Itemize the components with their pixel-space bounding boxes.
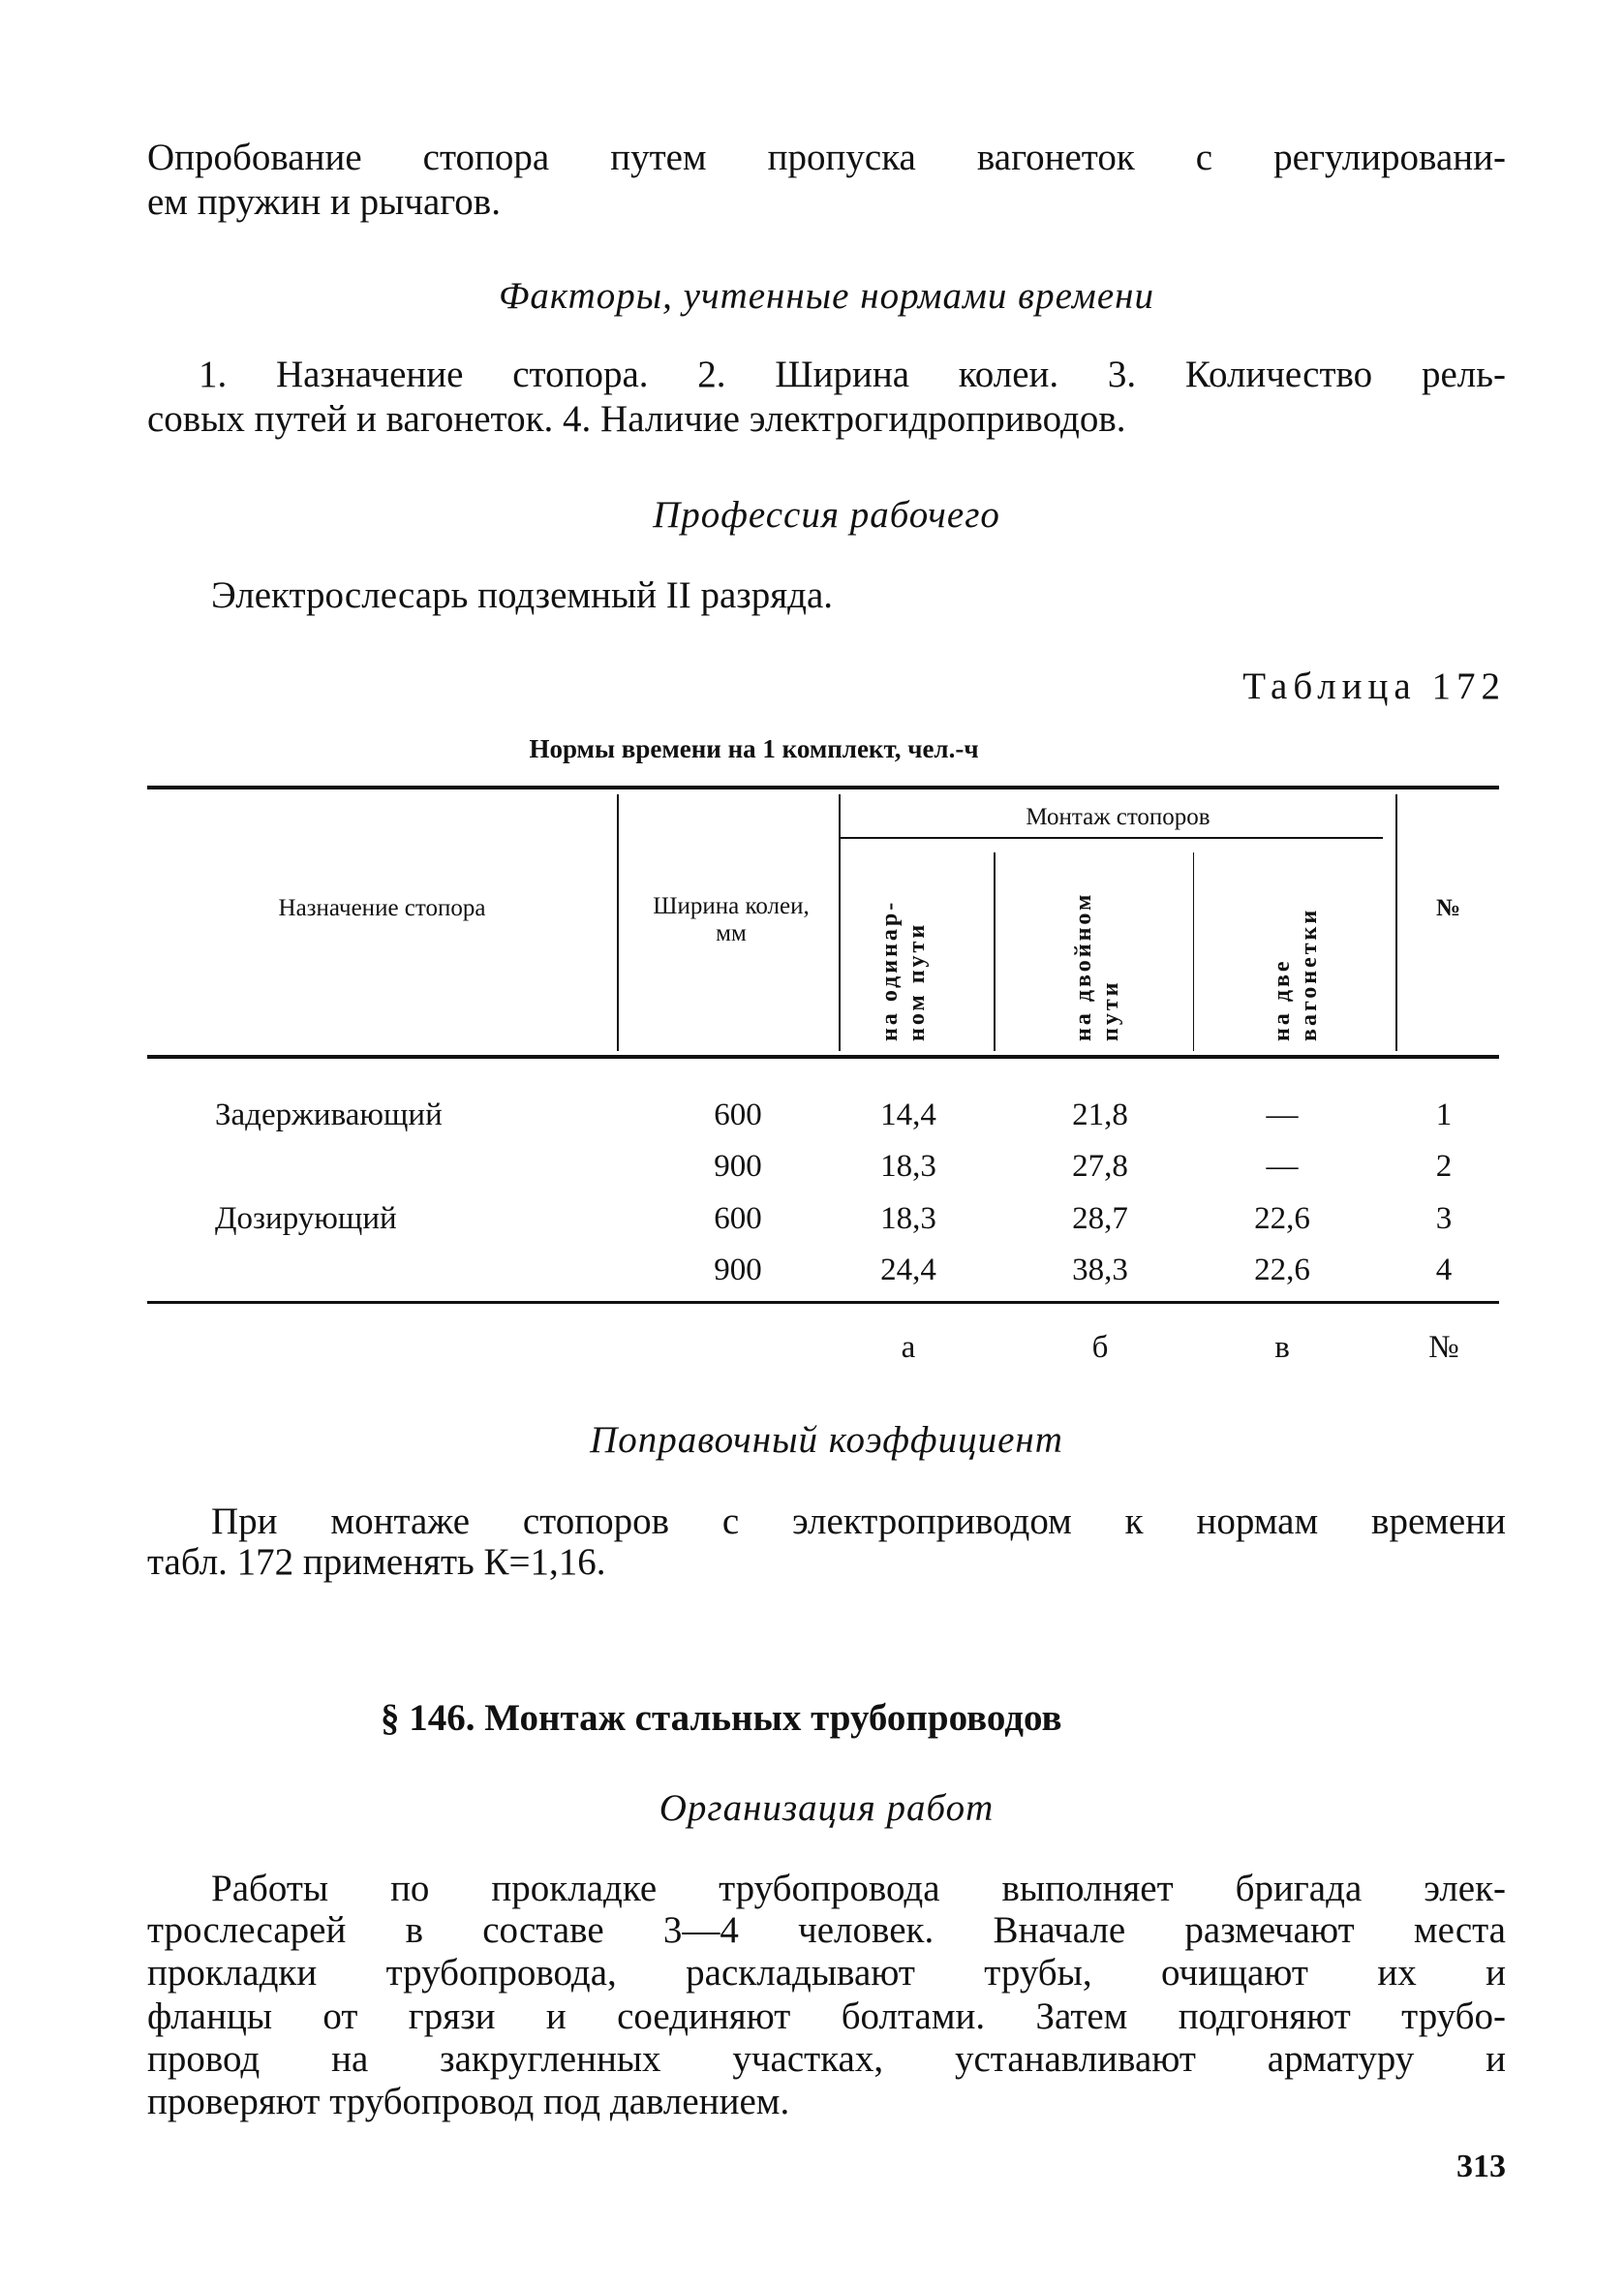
cell-two-wagons: 22,6 [1254, 1201, 1310, 1236]
cell-width: 600 [714, 1098, 762, 1132]
correction-heading: Поправочный коэффициент [590, 1419, 1063, 1461]
factors-line: 1. Назначение стопора. 2. Ширина колеи. 3. Количество рель- [199, 354, 1506, 395]
cell-single: 24,4 [880, 1253, 936, 1287]
correction-line: табл. 172 применять К=1,16. [147, 1541, 606, 1583]
section-title: § 146. Монтаж стальных трубопроводов [381, 1697, 1062, 1739]
table-header-rule [147, 1055, 1499, 1059]
table-label: Таблица 172 [1242, 665, 1506, 707]
org-heading: Организация работ [659, 1787, 995, 1829]
cell-single: 14,4 [880, 1098, 936, 1132]
org-line: проверяют трубопровод под давлением. [147, 2081, 790, 2122]
cell-purpose: Дозирующий [215, 1201, 397, 1236]
cell-double: 21,8 [1072, 1098, 1128, 1132]
header-purpose: Назначение стопора [278, 895, 486, 921]
col-divider [617, 794, 619, 1051]
table-caption: Нормы времени на 1 комплект, чел.-ч [529, 734, 979, 763]
cell-two-wagons: 22,6 [1254, 1253, 1310, 1287]
footer-double: б [1091, 1330, 1109, 1365]
header-num: № [1435, 895, 1461, 921]
factors-heading: Факторы, учтенные нормами времени [499, 275, 1154, 317]
cell-two-wagons: — [1266, 1149, 1299, 1184]
cell-width: 900 [714, 1149, 762, 1184]
cell-width: 600 [714, 1201, 762, 1236]
cell-double: 38,3 [1072, 1253, 1128, 1287]
cell-single: 18,3 [880, 1201, 936, 1236]
group-rule [841, 837, 1383, 839]
cell-two-wagons: — [1266, 1098, 1299, 1132]
footer-num: № [1428, 1330, 1459, 1365]
cell-num: 4 [1435, 1253, 1453, 1287]
col-divider [839, 794, 841, 1051]
cell-num: 3 [1435, 1201, 1453, 1236]
table-bottom-rule [147, 1301, 1499, 1304]
intro-line: ем пружин и рычагов. [147, 181, 501, 223]
cell-num: 1 [1435, 1098, 1453, 1132]
org-line: фланцы от грязи и соединяют болтами. Затем подгоняют трубо- [147, 1995, 1506, 2037]
header-single: на одинар- ном пути [877, 899, 930, 1041]
header-two-wagons: на две вагонетки [1270, 907, 1322, 1041]
org-line: провод на закругленных участках, устанавливают арматуру и [147, 2038, 1506, 2080]
profession-text: Электрослесарь подземный II разряда. [211, 574, 834, 616]
header-group: Монтаж стопоров [1026, 804, 1210, 830]
header-double: на двойном пути [1071, 891, 1123, 1041]
cell-single: 18,3 [880, 1149, 936, 1184]
org-line: прокладки трубопровода, раскладывают трубы, очищают их и [147, 1952, 1506, 1994]
correction-line: При монтаже стопоров с электроприводом к нормам времени [211, 1500, 1506, 1542]
cell-width: 900 [714, 1253, 762, 1287]
footer-two-wagons: в [1274, 1330, 1290, 1365]
col-divider [1395, 794, 1397, 1051]
page-number: 313 [1456, 2149, 1506, 2184]
intro-line: Опробование стопора путем пропуска вагонеток с регулировани- [147, 137, 1506, 178]
table-top-rule [147, 786, 1499, 789]
cell-double: 27,8 [1072, 1149, 1128, 1184]
org-line: трослесарей в составе 3—4 человек. Вначале размечают места [147, 1909, 1506, 1951]
cell-purpose: Задерживающий [215, 1098, 443, 1132]
cell-double: 28,7 [1072, 1201, 1128, 1236]
org-line: Работы по прокладке трубопровода выполняет бригада элек- [211, 1868, 1506, 1909]
col-divider [1193, 852, 1194, 1051]
factors-line: совых путей и вагонеток. 4. Наличие электрогидроприводов. [147, 398, 1126, 440]
header-width: Ширина колеи, мм [653, 893, 810, 946]
cell-num: 2 [1435, 1149, 1453, 1184]
col-divider [994, 852, 996, 1051]
profession-heading: Профессия рабочего [653, 494, 1000, 536]
footer-single: а [901, 1330, 916, 1365]
